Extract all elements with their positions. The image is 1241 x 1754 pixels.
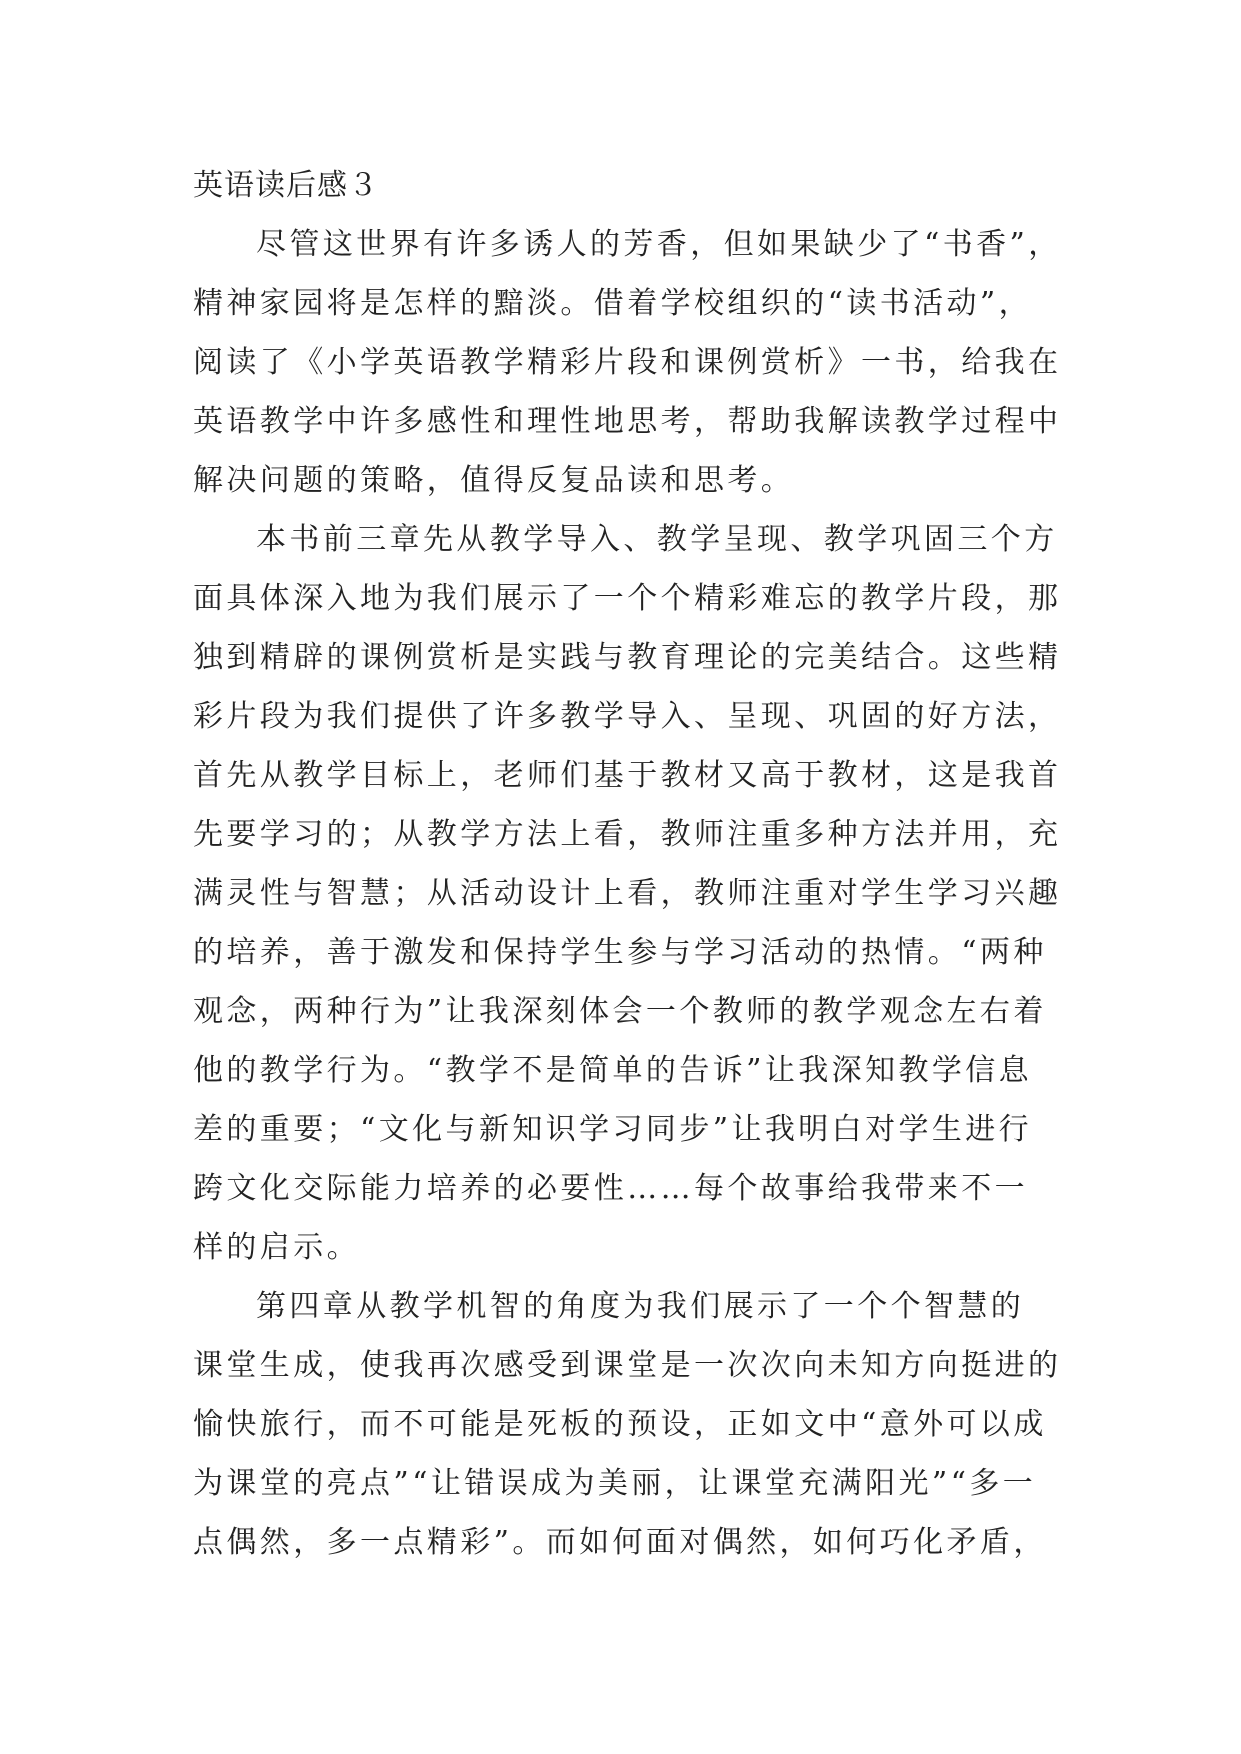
paragraph-2-line-12: 跨文化交际能力培养的必要性……每个故事给我带来不一 xyxy=(193,1171,1028,1206)
paragraph-1-line-3: 阅读了《小学英语教学精彩片段和课例赏析》一书，给我在 xyxy=(193,345,1062,380)
paragraph-3-line-4: 为课堂的亮点”“让错误成为美丽，让课堂充满阳光”“多一 xyxy=(193,1466,1037,1501)
paragraph-2-line-13: 样的启示。 xyxy=(193,1230,360,1265)
paragraph-1-line-5: 解决问题的策略，值得反复品读和思考。 xyxy=(193,463,795,498)
paragraph-2-line-9: 观念，两种行为”让我深刻体会一个教师的教学观念左右着 xyxy=(193,994,1047,1029)
paragraph-2-line-5: 首先从教学目标上，老师们基于教材又高于教材，这是我首 xyxy=(193,758,1062,793)
paragraph-2-line-10: 他的教学行为。“教学不是简单的告诉”让我深知教学信息 xyxy=(193,1053,1033,1088)
paragraph-3-line-2: 课堂生成，使我再次感受到课堂是一次次向未知方向挺进的 xyxy=(193,1348,1062,1383)
paragraph-2-line-7: 满灵性与智慧；从活动设计上看，教师注重对学生学习兴趣 xyxy=(193,876,1062,911)
paragraph-2-line-6: 先要学习的；从教学方法上看，教师注重多种方法并用，充 xyxy=(193,817,1062,852)
document-title: 英语读后感３ xyxy=(193,168,379,203)
paragraph-3-line-1: 第四章从教学机智的角度为我们展示了一个个智慧的 xyxy=(256,1289,1025,1324)
paragraph-3-line-3: 愉快旅行，而不可能是死板的预设，正如文中“意外可以成 xyxy=(193,1407,1047,1442)
paragraph-2-line-8: 的培养，善于激发和保持学生参与学习活动的热情。“两种 xyxy=(193,935,1047,970)
paragraph-1-line-1: 尽管这世界有许多诱人的芳香，但如果缺少了“书香”， xyxy=(256,227,1062,262)
paragraph-3-line-5: 点偶然，多一点精彩”。而如何面对偶然，如何巧化矛盾， xyxy=(193,1525,1047,1560)
paragraph-2-line-2: 面具体深入地为我们展示了一个个精彩难忘的教学片段，那 xyxy=(193,581,1062,616)
paragraph-2-line-11: 差的重要；“文化与新知识学习同步”让我明白对学生进行 xyxy=(193,1112,1033,1147)
paragraph-2-line-4: 彩片段为我们提供了许多教学导入、呈现、巩固的好方法， xyxy=(193,699,1062,734)
paragraph-1-line-4: 英语教学中许多感性和理性地思考，帮助我解读教学过程中 xyxy=(193,404,1062,439)
paragraph-2-line-1: 本书前三章先从教学导入、教学呈现、教学巩固三个方 xyxy=(256,522,1058,557)
paragraph-2-line-3: 独到精辟的课例赏析是实践与教育理论的完美结合。这些精 xyxy=(193,640,1062,675)
paragraph-1-line-2: 精神家园将是怎样的黯淡。借着学校组织的“读书活动”， xyxy=(193,286,1033,321)
